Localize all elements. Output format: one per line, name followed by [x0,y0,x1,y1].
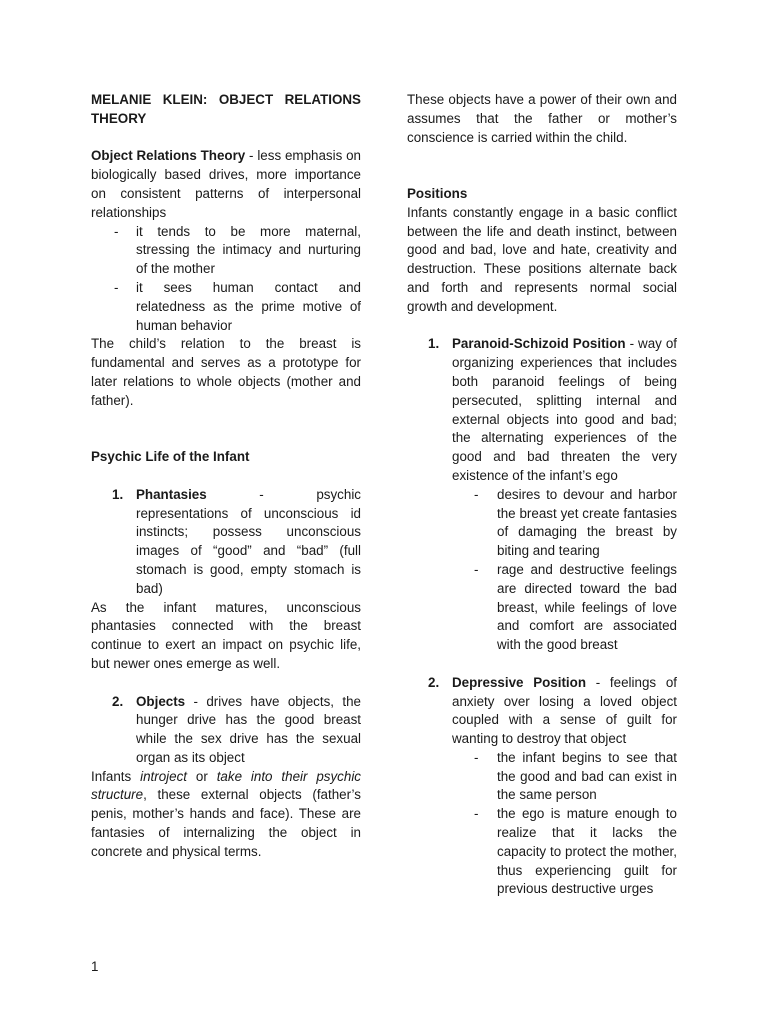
text-run: Infants [91,768,141,784]
depressive-paragraph [452,674,677,749]
objects-definition: - drives have objects, the hunger drive has the good breast while the sex drive has the sexual organ as its object [136,693,361,765]
paranoid-schizoid-definition: - way of organizing experiences that includes both paranoid feelings of being persecuted, splitting internal and external objects into good and bad; the alternating experiences of the good and bad threaten the very existence of the infant’s ego [452,336,677,483]
infant-matures-paragraph: As the infant matures, unconscious phantasies connected with the breast continue to exert an impact on psychic life, but newer ones emerge as well. [91,599,361,671]
item-number: 1. [428,336,440,352]
phantasies-item [91,486,361,599]
paranoid-schizoid-item [407,335,677,655]
depressive-definition: - feelings of anxiety over losing a loved object coupled with a sense of guilt for wanting to destroy that object [452,674,677,747]
positions-paragraph: Infants constantly engage in a basic conflict between the life and death instinct, between good and bad, love and hate, creativity and destruction. These positions alternate back and forth and represents normal social growth and development. [407,204,677,314]
right-column [407,91,677,899]
list-item: - the infant begins to see that the good and bad can exist in the same person [452,749,677,805]
ort-bullet-list [91,223,361,336]
psychic-life-heading: Psychic Life of the Infant [91,449,250,465]
item-number: 1. [112,486,124,502]
text-run: , these external objects (father’s penis, mother’s hands and face). These are fantasies of internalizing the object in concrete and physical terms. [91,787,361,859]
depressive-item [407,674,677,900]
introject-emphasis: introject [140,768,187,784]
introject-paragraph [91,768,361,862]
list-item: - desires to devour and harbor the breast yet create fantasies of damaging the breast by biting and tearing [452,486,677,561]
phantasies-first-line [136,486,361,505]
item-number: 2. [428,674,440,690]
ort-term: Object Relations Theory [91,148,246,164]
left-column [91,91,361,862]
phantasies-first-word: psychic [316,486,361,502]
list-item: - the ego is mature enough to realize that it lacks the capacity to protect the mother, thus experiencing guilt for previous destructive urges [452,805,677,899]
page-number: 1 [91,959,99,974]
list-item: - it sees human contact and relatedness as the prime motive of human behavior [91,279,361,335]
ort-paragraph [91,147,361,222]
dash-separator: - [259,486,264,502]
paranoid-schizoid-bullets [452,486,677,655]
paranoid-schizoid-term: Paranoid-Schizoid Position [452,336,626,352]
child-relation-paragraph: The child’s relation to the breast is fundamental and serves as a prototype for later relations to whole objects (mother and father). [91,336,361,408]
document-title: MELANIE KLEIN: OBJECT RELATIONS THEORY [91,92,361,126]
list-item: - it tends to be more maternal, stressing the intimacy and nurturing of the mother [91,223,361,279]
phantasies-definition: representations of unconscious id instincts; possess unconscious images of “good” and “bad” (full stomach is good, empty stomach is bad) [136,505,361,596]
depressive-bullets [452,749,677,899]
ort-definition: - less emphasis on biologically based drives, more importance on consistent patterns of interpersonal relationships [91,148,361,220]
paranoid-schizoid-paragraph [452,335,677,485]
objects-item [91,693,361,768]
objects-paragraph [136,693,361,768]
depressive-term: Depressive Position [452,674,587,690]
list-item: - rage and destructive feelings are directed toward the bad breast, while feelings of love and comfort are associated with the good breast [452,561,677,655]
psychic-structure-emphasis: take into their psychic structure [91,768,361,803]
positions-heading: Positions [407,185,468,201]
text-run: or [187,768,217,784]
item-number: 2. [112,693,124,709]
objects-term: Objects [136,693,186,709]
phantasies-term: Phantasies [136,486,207,502]
objects-power-paragraph: These objects have a power of their own and assumes that the father or mother’s conscience is carried within the child. [407,92,677,145]
